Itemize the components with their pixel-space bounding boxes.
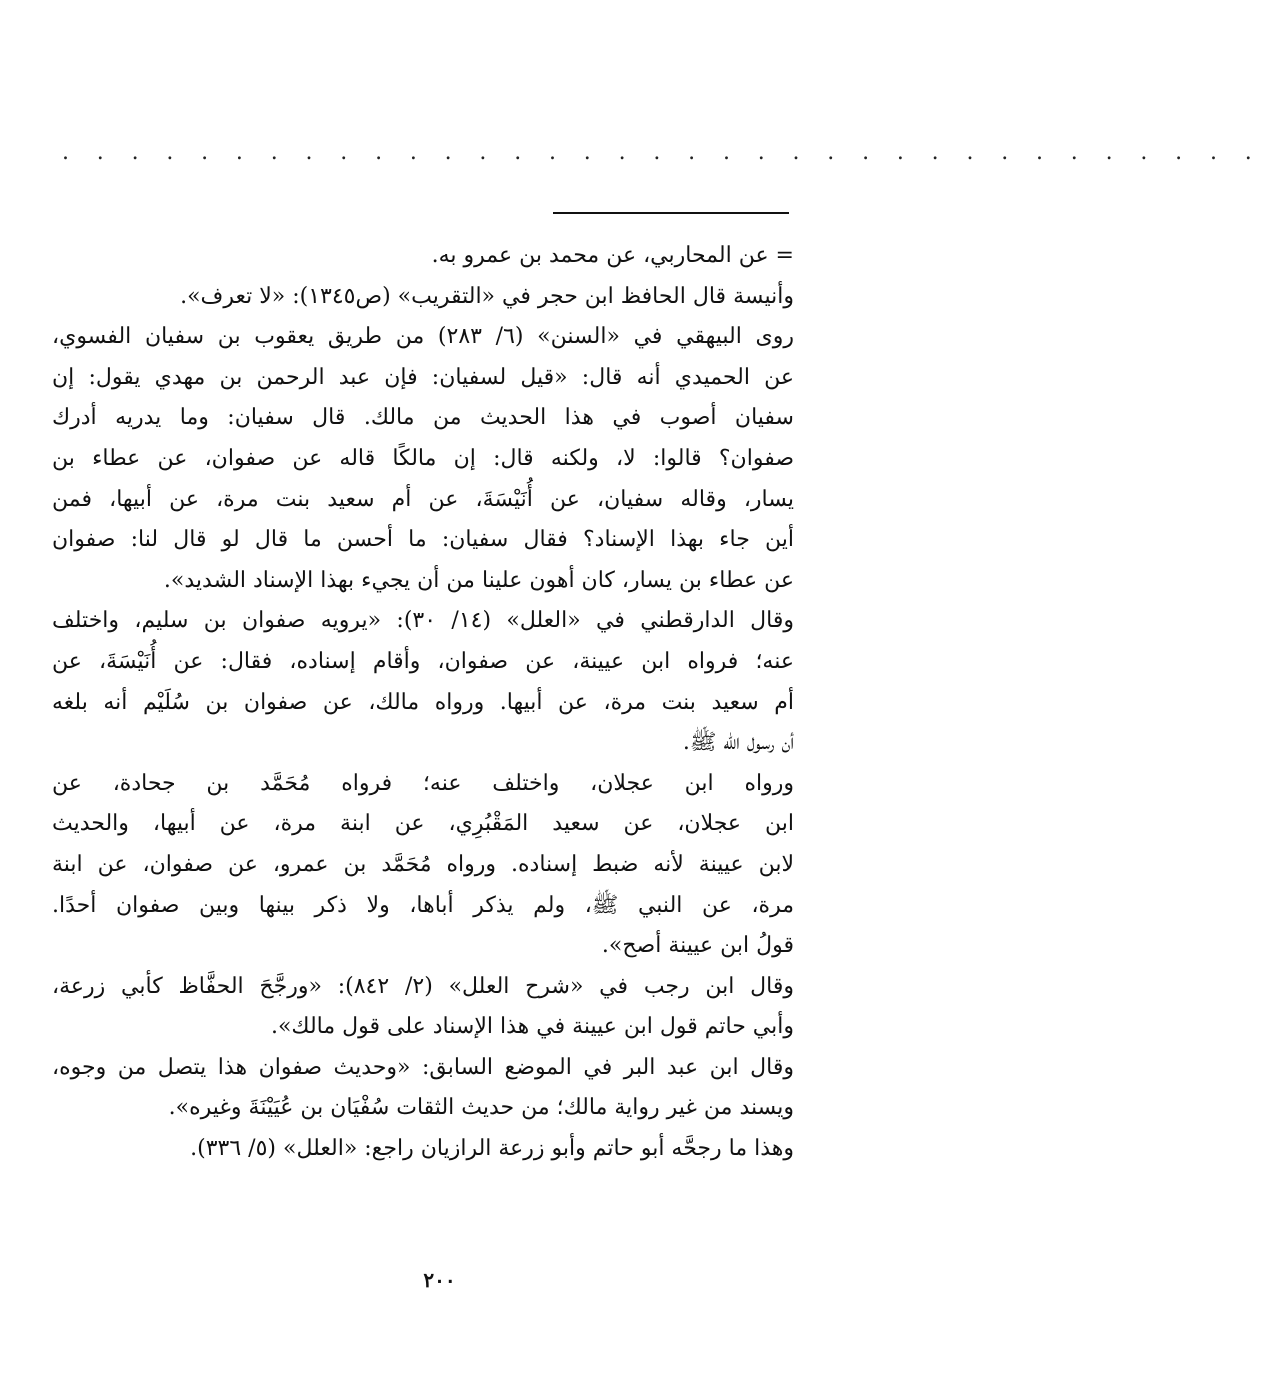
footnote-line: يسار، وقاله سفيان، عن أُنَيْسَةَ، عن أم سعيد بنت مرة، عن أبيها، فمن [52,486,794,512]
footnote-line: عن عطاء بن يسار، كان أهون علينا من أن يجيء بهذا الإسناد الشديد». [163,567,794,593]
footnote-line: وقال الدارقطني في «العلل» (١٤/ ٣٠): «يرويه صفوان بن سليم، واختلف [52,608,795,634]
footnote-line: ويسند من غير رواية مالك؛ من حديث الثقات سُفْيَان بن عُيَيْنَةَ وغيره». [168,1095,794,1121]
section-separator-dots: . . . . . . . . . . . . . . . . . . . . . . . . . . . . . . . . . . . [62,140,1262,165]
footnote-rule [553,212,789,214]
footnote-line: وهذا ما رجحَّه أبو حاتم وأبو زرعة الرازيان راجع: «العلل» (٥/ ٣٣٦). [190,1136,794,1162]
page-number: ٢٠٠ [423,1268,456,1292]
footnote-line: روى البيهقي في «السنن» (٦/ ٢٨٣) من طريق يعقوب بن سفيان الفسوي، [52,324,794,350]
footnote-line: عنه؛ فرواه ابن عيينة، عن صفوان، وأقام إسناده، فقال: عن أُنَيْسَةَ، عن [52,648,794,674]
footnote-line: مرة، عن النبي ﷺ، ولم يذكر أباها، ولا ذكر بينها وبين صفوان أحدًا. [52,892,794,918]
footnote-line: وقال ابن عبد البر في الموضع السابق: «وحديث صفوان هذا يتصل من وجوه، [52,1054,794,1080]
footnote-text [52,236,794,1170]
footnote-line: لابن عيينة لأنه ضبط إسناده. ورواه مُحَمَّد بن عمرو، عن صفوان، عن ابنة [52,851,794,877]
footnote-line: ابن عجلان، عن سعيد المَقْبُرِي، عن ابنة مرة، عن أبيها، والحديث [52,811,794,837]
footnote-line: قولُ ابن عيينة أصح». [601,933,794,959]
footnote-line: ورواه ابن عجلان، واختلف عنه؛ فرواه مُحَمَّد بن جحادة، عن [52,770,794,796]
footnote-line: = عن المحاربي، عن محمد بن عمرو به. [431,243,794,268]
footnote-line: وقال ابن رجب في «شرح العلل» (٢/ ٨٤٢): «ورجَّحَ الحفَّاظ كأبي زرعة، [52,973,795,999]
footnote-line: أم سعيد بنت مرة، عن أبيها. ورواه مالك، عن صفوان بن سُلَيْم أنه بلغه [52,689,794,715]
footnote-line: وأبي حاتم قول ابن عيينة في هذا الإسناد على قول مالك». [270,1014,794,1040]
footnote-line: صفوان؟ قالوا: لا، ولكنه قال: إن مالكًا قاله عن صفوان، عن عطاء بن [52,445,794,471]
footnote-line: أين جاء بهذا الإسناد؟ فقال سفيان: ما أحسن ما قال لو قال لنا: صفوان [52,527,794,553]
footnote-line: أن رسول الله ﷺ. [682,730,794,756]
footnote-line: عن الحميدي أنه قال: «قيل لسفيان: فإن عبد الرحمن بن مهدي يقول: إن [52,364,794,390]
footnote-line: وأنيسة قال الحافظ ابن حجر في «التقريب» (ص١٣٤٥): «لا تعرف». [180,283,794,309]
footnote-line: سفيان أصوب في هذا الحديث من مالك. قال سفيان: وما يدريه أدرك [52,405,794,431]
